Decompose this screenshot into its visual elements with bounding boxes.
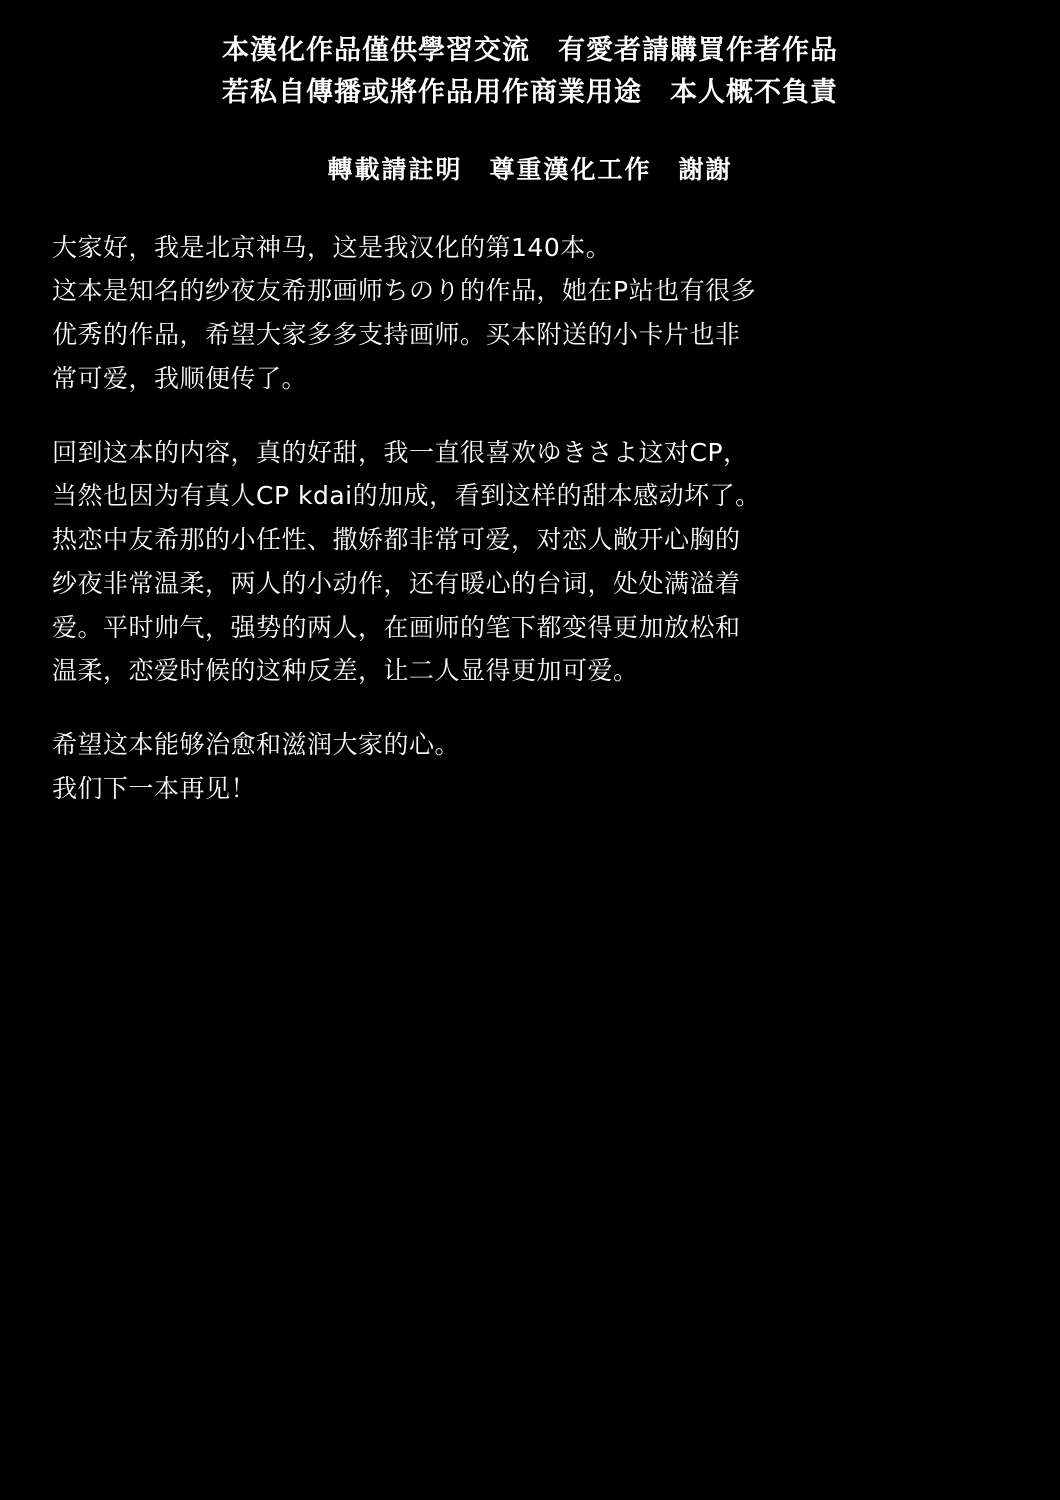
notice-block [0, 0, 1060, 186]
paragraph-2-line-2: 当然也因为有真人CP kdai的加成，看到这样的甜本感动坏了。 [52, 481, 761, 511]
body-text [0, 226, 1060, 811]
notice-line-2: 若私自傳播或將作品用作商業用途 本人概不負責 [222, 76, 838, 108]
paragraph-2-line-5: 爱。平时帅气，强势的两人，在画师的笔下都变得更加放松和 [52, 612, 741, 642]
paragraph-3 [52, 723, 1008, 811]
notice-line-3: 轉載請註明 尊重漢化工作 謝謝 [327, 154, 733, 184]
paragraph-1-line-4: 常可爱，我顺便传了。 [52, 363, 308, 393]
notice-line-1: 本漢化作品僅供學習交流 有愛者請購買作者作品 [222, 35, 838, 66]
paragraph-2 [52, 431, 1008, 694]
paragraph-1 [52, 226, 1008, 401]
paragraph-1-line-2: 这本是知名的纱夜友希那画师ちのり的作品，她在P站也有很多 [52, 276, 757, 306]
paragraph-2-line-4: 纱夜非常温柔，两人的小动作，还有暖心的台词，处处满溢着 [52, 568, 741, 598]
paragraph-2-line-3: 热恋中友希那的小任性、撒娇都非常可爱，对恋人敞开心胸的 [52, 525, 741, 555]
paragraph-1-line-3: 优秀的作品，希望大家多多支持画师。买本附送的小卡片也非 [52, 320, 741, 350]
paragraph-3-line-1: 希望这本能够治愈和滋润大家的心。 [52, 730, 461, 760]
paragraph-2-line-6: 温柔，恋爱时候的这种反差，让二人显得更加可爱。 [52, 656, 639, 686]
paragraph-1-line-1: 大家好，我是北京神马，这是我汉化的第140本。 [52, 232, 612, 262]
paragraph-2-line-1: 回到这本的内容，真的好甜，我一直很喜欢ゆきさよ这对CP， [52, 437, 749, 467]
paragraph-3-line-2: 我们下一本再见！ [52, 773, 257, 803]
